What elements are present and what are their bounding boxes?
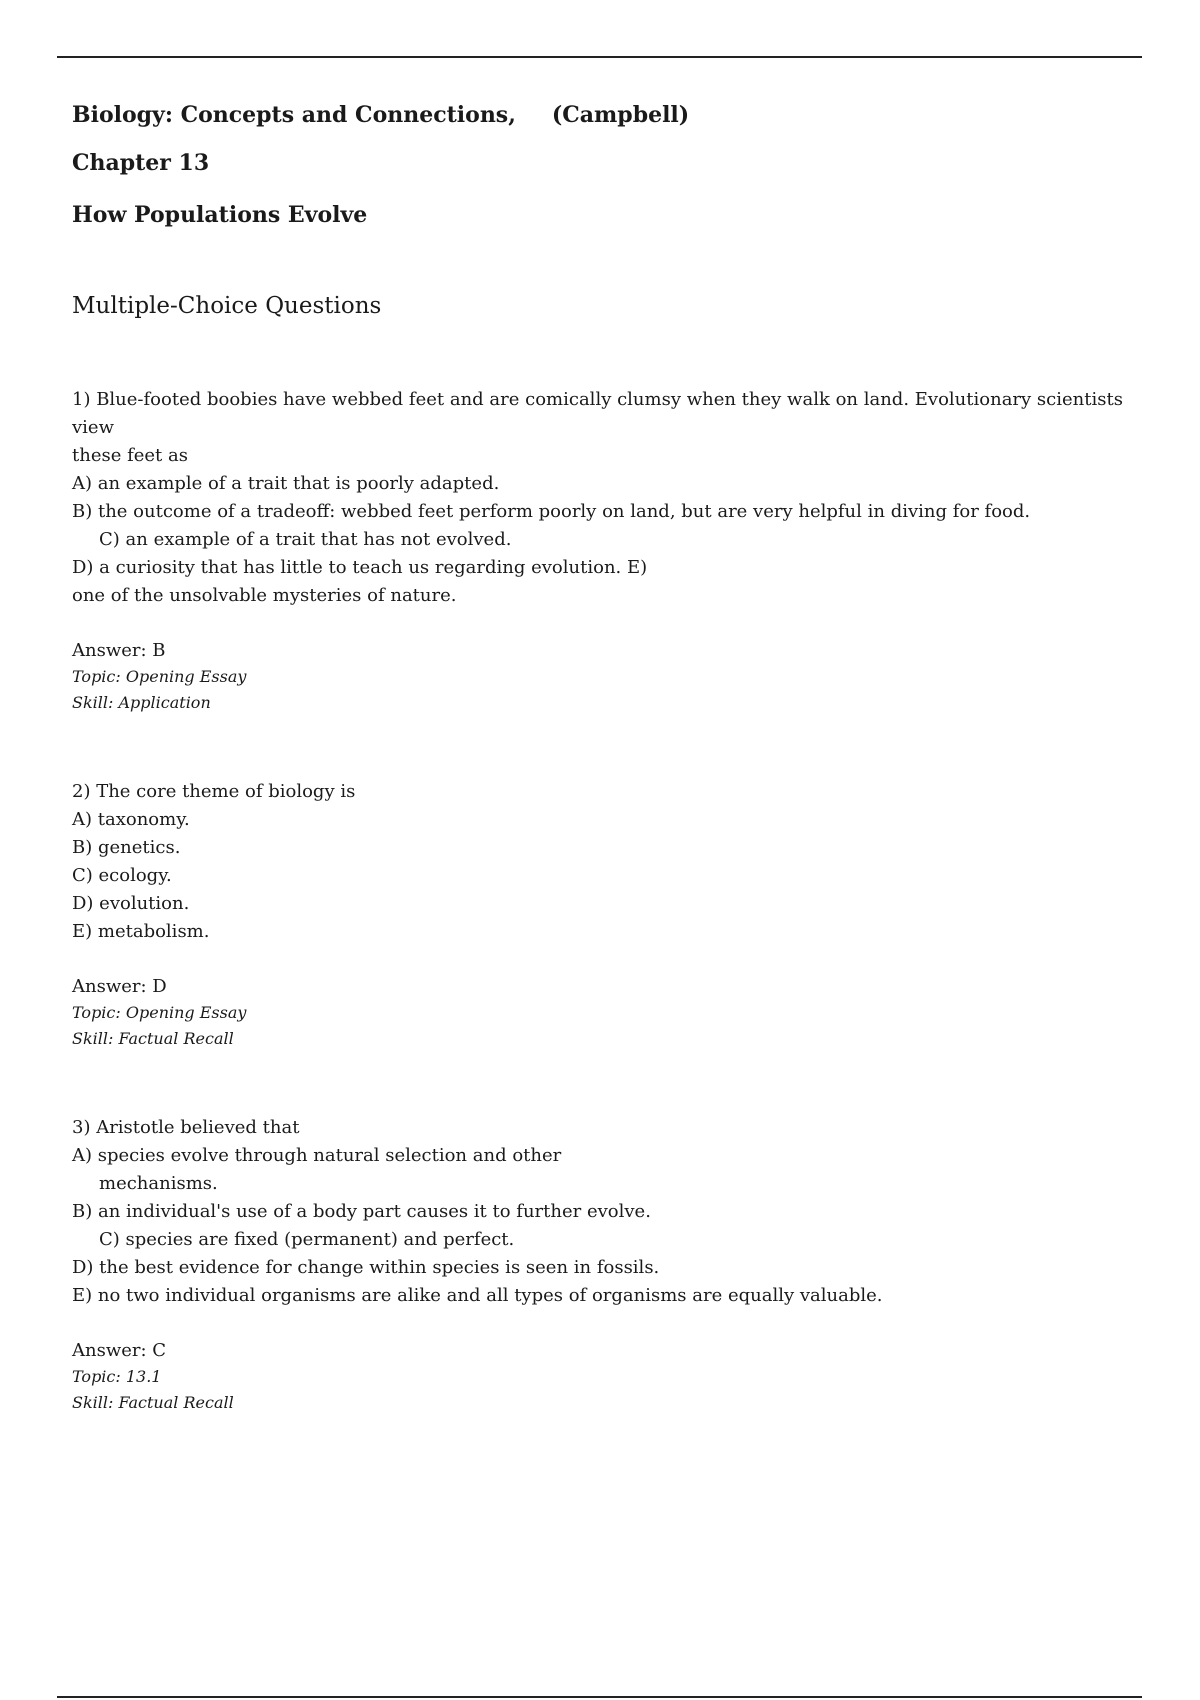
chapter-number: Chapter 13: [72, 150, 210, 176]
answer-meta: [72, 974, 1152, 1052]
question-stem: 3) Aristotle believed that: [72, 1117, 300, 1138]
option-c: C) species are fixed (permanent) and perfect.: [99, 1229, 515, 1250]
option-b: B) genetics.: [72, 837, 181, 858]
option-c: C) ecology.: [72, 865, 172, 886]
question-stem-continued: these feet as: [72, 445, 188, 466]
answer-options: [72, 806, 1152, 946]
answer-options: [72, 470, 1152, 610]
option-e: E) no two individual organisms are alike and all types of organisms are equally valuable.: [72, 1285, 883, 1306]
document-body: [72, 100, 1152, 1416]
option-a: A) an example of a trait that is poorly adapted.: [72, 473, 500, 494]
topic-label: Topic: Opening Essay: [72, 1003, 247, 1022]
section-heading: Multiple-Choice Questions: [72, 293, 382, 319]
option-e: E) metabolism.: [72, 921, 210, 942]
answer-meta: [72, 1338, 1152, 1416]
option-a: A) species evolve through natural selection and other: [72, 1145, 562, 1166]
skill-label: Skill: Factual Recall: [72, 1393, 234, 1412]
option-a: A) taxonomy.: [72, 809, 190, 830]
answer-key: Answer: D: [72, 976, 167, 997]
topic-label: Topic: Opening Essay: [72, 667, 247, 686]
question-1: [72, 386, 1152, 716]
question-stem: 2) The core theme of biology is: [72, 781, 356, 802]
skill-label: Skill: Factual Recall: [72, 1029, 234, 1048]
topic-label: Topic: 13.1: [72, 1367, 162, 1386]
option-b: B) an individual's use of a body part causes it to further evolve.: [72, 1201, 651, 1222]
book-author: (Campbell): [551, 102, 690, 128]
answer-key: Answer: C: [72, 1340, 167, 1361]
answer-meta: [72, 638, 1152, 716]
option-b: B) the outcome of a tradeoff: webbed feet perform poorly on land, but are very helpful in diving for food.: [72, 501, 1031, 522]
question-stem: 1) Blue-footed boobies have webbed feet and are comically clumsy when they walk on land. Evolutionary scientists view: [72, 389, 1123, 438]
option-d: D) the best evidence for change within species is seen in fossils.: [72, 1257, 660, 1278]
option-d: D) evolution.: [72, 893, 190, 914]
question-2: [72, 778, 1152, 1052]
option-c: C) an example of a trait that has not evolved.: [99, 529, 512, 550]
option-d: D) a curiosity that has little to teach us regarding evolution. E): [72, 557, 648, 578]
book-title-line: [72, 100, 1152, 130]
answer-options: [72, 1142, 1152, 1310]
book-title: Biology: Concepts and Connections,: [72, 102, 516, 128]
option-e: one of the unsolvable mysteries of nature.: [72, 585, 457, 606]
bottom-rule: [57, 1696, 1142, 1698]
top-rule: [57, 56, 1142, 58]
skill-label: Skill: Application: [72, 693, 211, 712]
answer-key: Answer: B: [72, 640, 166, 661]
chapter-title: How Populations Evolve: [72, 202, 368, 228]
option-a-continued: mechanisms.: [99, 1173, 218, 1194]
question-3: [72, 1114, 1152, 1416]
